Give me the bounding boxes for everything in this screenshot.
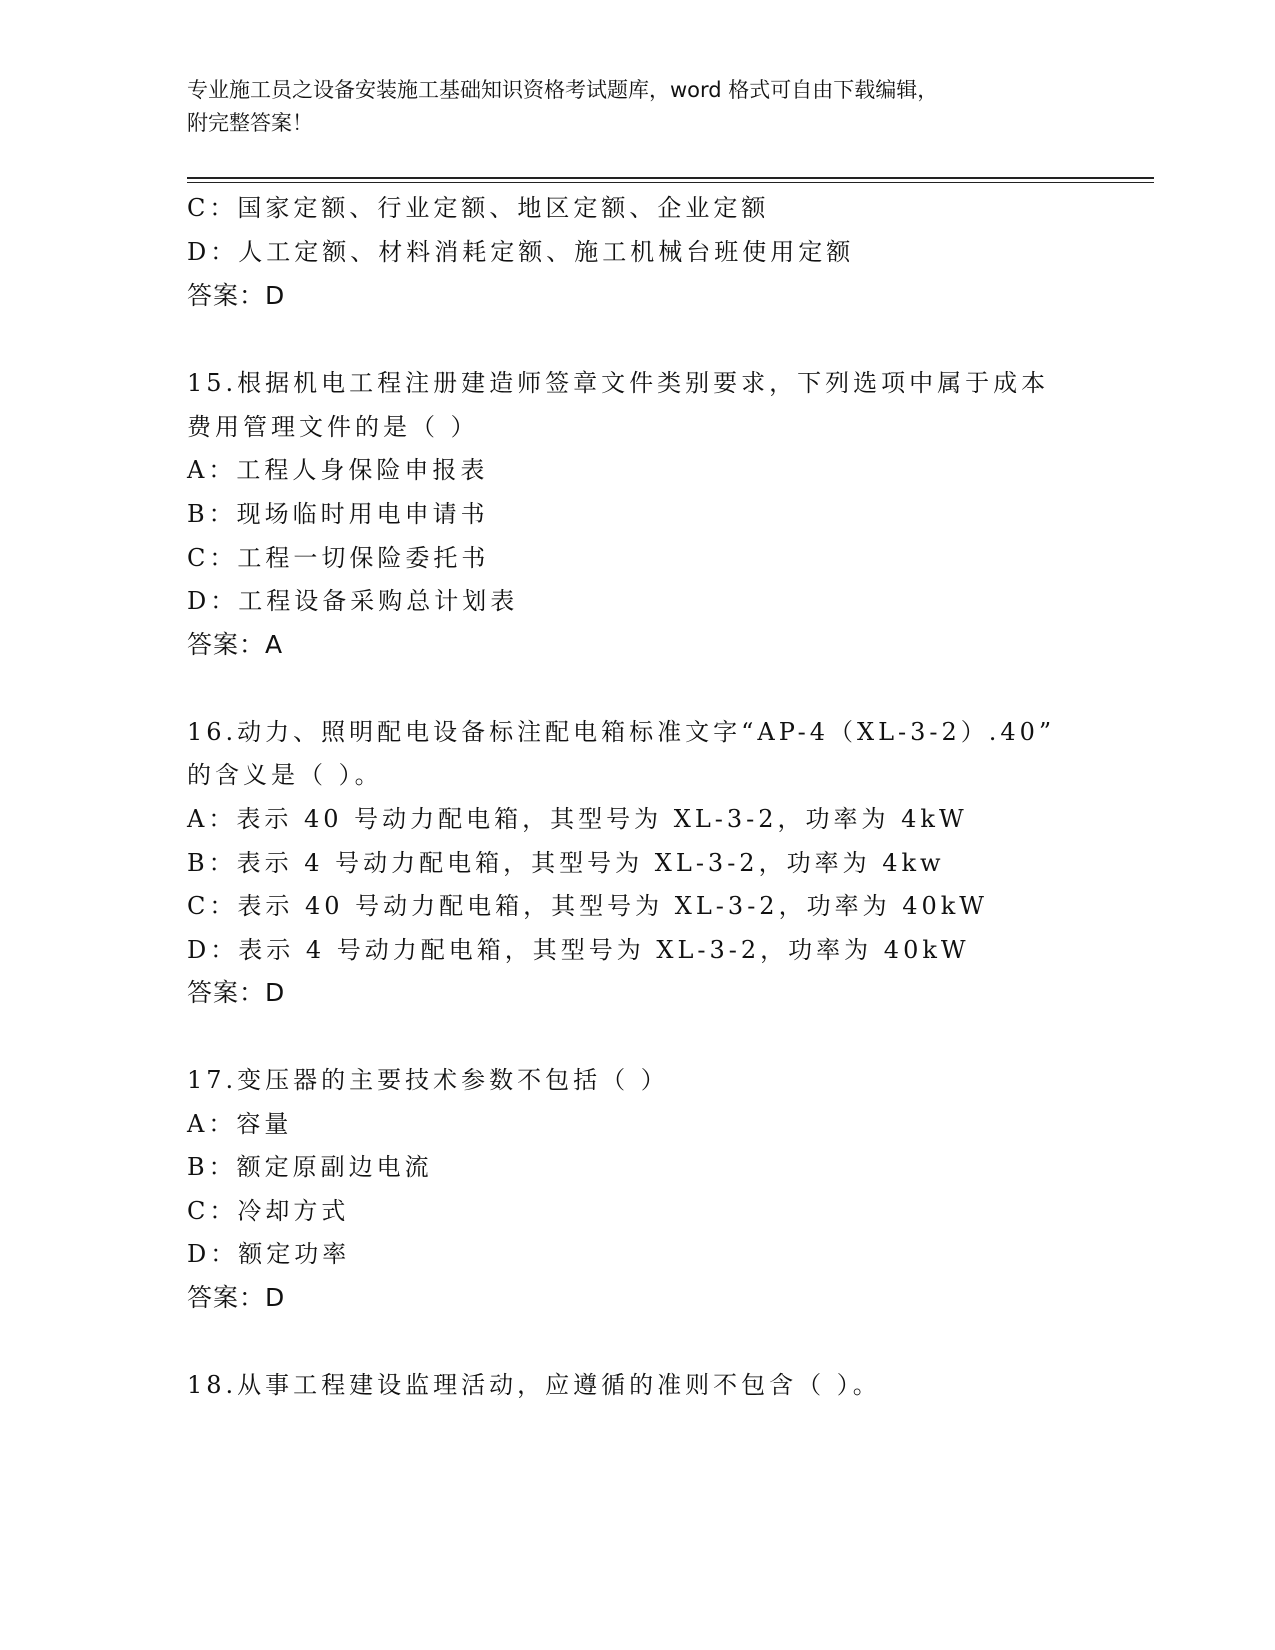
q14-option-d: D：人工定额、材料消耗定额、施工机械台班使用定额	[187, 238, 855, 266]
q17-option-c: C：冷却方式	[187, 1197, 350, 1225]
q17-answer: 答案：D	[187, 1283, 286, 1312]
q18-stem-line-1: 18.从事工程建设监理活动，应遵循的准则不包含（ ）。	[187, 1371, 881, 1399]
q15-option-c: C：工程一切保险委托书	[187, 544, 490, 572]
header-line-1: 专业施工员之设备安装施工基础知识资格考试题库，word 格式可自由下载编辑，	[187, 78, 939, 102]
q16-stem-line-1: 16.动力、照明配电设备标注配电箱标准文字“AP-4（XL-3-2）.40”	[187, 718, 1056, 746]
header-divider-thin	[187, 182, 1154, 183]
q15-stem-line-1: 15.根据机电工程注册建造师签章文件类别要求，下列选项中属于成本	[187, 369, 1050, 397]
q15-option-d: D：工程设备采购总计划表	[187, 587, 519, 615]
q17-option-d: D：额定功率	[187, 1240, 351, 1268]
document-header	[187, 74, 1087, 140]
q14-option-c: C：国家定额、行业定额、地区定额、企业定额	[187, 194, 770, 222]
q16-option-d: D：表示 4 号动力配电箱，其型号为 XL-3-2，功率为 40kW	[187, 936, 970, 964]
header-line-2: 附完整答案！	[187, 111, 313, 135]
q15-option-a: A：工程人身保险申报表	[187, 456, 489, 484]
q15-answer: 答案：A	[187, 630, 284, 659]
q17-option-a: A：容量	[187, 1110, 293, 1138]
q16-option-a: A：表示 40 号动力配电箱，其型号为 XL-3-2，功率为 4kW	[187, 805, 968, 833]
header-divider-thick	[187, 177, 1154, 179]
q17-stem-line-1: 17.变压器的主要技术参数不包括（ ）	[187, 1066, 669, 1094]
q15-option-b: B：现场临时用电申请书	[187, 500, 489, 528]
q15-stem-line-2: 费用管理文件的是（ ）	[187, 413, 479, 441]
q17-option-b: B：额定原副边电流	[187, 1153, 433, 1181]
q14-answer: 答案：D	[187, 281, 286, 310]
q16-option-b: B：表示 4 号动力配电箱，其型号为 XL-3-2，功率为 4kw	[187, 849, 945, 877]
q16-answer: 答案：D	[187, 978, 286, 1007]
q16-option-c: C：表示 40 号动力配电箱，其型号为 XL-3-2，功率为 40kW	[187, 892, 988, 920]
q16-stem-line-2: 的含义是（ ）。	[187, 761, 383, 789]
